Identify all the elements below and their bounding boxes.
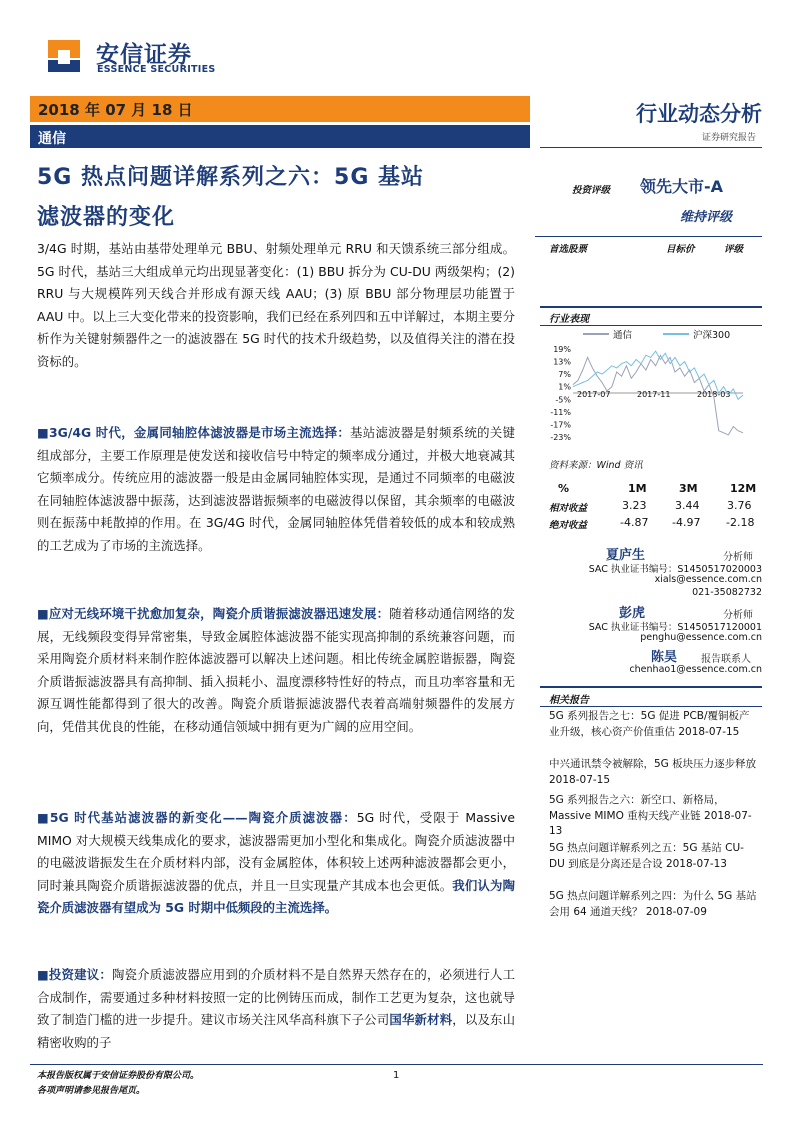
divider	[540, 325, 762, 326]
section-2-title: 应对无线环境干扰愈加复杂，陶瓷介质谐振滤波器迅速发展：	[48, 606, 390, 621]
analyst-name: 陈昊	[651, 650, 678, 665]
bullet-square-icon: ■	[37, 967, 49, 982]
perf-table-header: 1M	[628, 482, 647, 495]
rating-note: 维持评级	[680, 210, 733, 225]
stock-col-header: 首选股票	[549, 244, 588, 255]
x-tick-label: 2018-03	[697, 390, 731, 399]
report-subtype: 证券研究报告	[701, 133, 756, 143]
related-report-link[interactable]: 5G 热点问题详解系列之五：5G 基站 CU-DU 到底是分离还是合设 2018-07-13	[549, 842, 744, 870]
perf-table-header: %	[558, 482, 570, 495]
footer-copyright: 本报告版权属于安信证券股份有限公司。	[37, 1071, 200, 1081]
perf-cell: 3.23	[622, 499, 647, 512]
y-tick-label: -11%	[550, 407, 571, 417]
y-tick-label: 7%	[558, 370, 571, 380]
divider	[540, 686, 762, 688]
perf-row-label: 绝对收益	[549, 520, 588, 531]
industry-performance-chart	[543, 327, 765, 445]
section-4-text: 陶瓷介质滤波器应用到的介质材料不是自然界天然存在的，必须进行人工合成制作，需要通过多种材料按照一定的比例铸压而成，制作工艺更为复杂，这也就导致了制造门槛的进一步提升。建议市场关注风华高科旗下子公司	[37, 967, 515, 1028]
y-tick-label: 13%	[553, 357, 571, 367]
section-1	[37, 422, 515, 558]
section-3	[37, 807, 515, 920]
section-4-company: 国华新材料	[389, 1012, 453, 1028]
report-date: 2018 年 07 月 18 日	[38, 101, 193, 119]
perf-table-header: 3M	[679, 482, 698, 495]
section-2	[37, 603, 515, 739]
section-1-text: 基站滤波器是射频系统的关键组成部分，主要工作原理是使发送和接收信号中特定的频率成分通过，并极大地衰减其它频率成分。传统应用的滤波器一般是由金属同轴腔体实现，是通过不同频率的电磁波在同轴腔体滤波器中振荡，达到滤波器谐振频率的电磁波得以保留，其余频率的电磁波则在振荡中耗散掉的作用。在 3G/4G 时代，金属同轴腔体凭借着较低的成本和较成熟的工艺成为了市场的主流选择。	[37, 425, 515, 553]
bullet-square-icon: ■	[37, 810, 50, 825]
target-price-col-header: 目标价	[666, 244, 695, 255]
section-4-title: 投资建议：	[48, 967, 112, 982]
divider	[535, 236, 762, 237]
brand-name-cn: 安信证券	[96, 42, 192, 68]
perf-cell: -4.87	[620, 516, 649, 529]
analyst-email[interactable]: penghu@essence.com.cn	[640, 632, 762, 643]
divider	[30, 1064, 763, 1065]
perf-table-header: 12M	[730, 482, 757, 495]
section-3-text: 5G 时代，受限于 Massive MIMO 对大规模天线集成化的要求，滤波器需更加小型化和集成化。陶瓷介质滤波器中的电磁波谐振发生在介质材料内部，没有金属腔体，体积较上述两种滤波器都会更小，同时兼具陶瓷介质谐振滤波器的优点，并且一旦实现量产其成本也会更低。	[37, 810, 515, 893]
analyst-role: 分析师	[723, 552, 753, 563]
perf-cell: 3.44	[675, 499, 700, 512]
perf-cell: 3.76	[727, 499, 752, 512]
report-type: 行业动态分析	[636, 102, 762, 126]
divider	[540, 706, 762, 707]
perf-row-label: 相对收益	[549, 503, 588, 514]
section-1-title: 3G/4G 时代，金属同轴腔体滤波器是市场主流选择：	[49, 425, 351, 440]
perf-cell: -4.97	[672, 516, 701, 529]
sector-label: 通信	[38, 131, 66, 147]
chart-source: 资料来源：Wind 资讯	[549, 460, 643, 471]
analyst-email[interactable]: chenhao1@essence.com.cn	[629, 664, 762, 675]
brand-name-en: ESSENCE SECURITIES	[97, 64, 216, 75]
y-tick-label: 1%	[558, 382, 571, 392]
rating-col-header: 评级	[724, 244, 744, 255]
related-title: 相关报告	[549, 695, 589, 706]
analyst-sac: SAC 执业证书编号：S1450517120001	[588, 622, 762, 633]
y-tick-label: -5%	[555, 395, 571, 405]
bullet-square-icon: ■	[37, 425, 50, 440]
brand-logo-icon	[44, 36, 84, 76]
rating-label: 投资评级	[572, 185, 611, 196]
analyst-name: 夏庐生	[606, 548, 646, 563]
section-4-tail: ，以及东山精密收购的子	[37, 1012, 516, 1050]
analyst-name: 彭虎	[619, 606, 646, 621]
sector-bar	[30, 125, 530, 148]
page-title: 5G 热点问题详解系列之六：5G 基站	[37, 165, 425, 190]
analyst-role: 报告联系人	[701, 654, 751, 665]
analyst-role: 分析师	[723, 610, 753, 621]
intro-paragraph: 3/4G 时期，基站由基带处理单元 BBU、射频处理单元 RRU 和天馈系统三部分组成。5G 时代，基站三大组成单元均出现显著变化：(1) BBU 拆分为 CU-DU 两级架构；(2) RRU 与大规模阵列天线合并形成有源天线 AAU；(3) 原 BBU 部分物理层功能置于 AAU 中。以上三大变化带来的投资影响，我们已经在系列四和五中详解过，本期主要分析作为关键射频器件之一的滤波器在 5G 时代的技术升级趋势，以及值得关注的潜在投资标的。	[37, 241, 515, 369]
divider	[540, 306, 762, 308]
related-report-link[interactable]: 中兴通讯禁令被解除，5G 板块压力逐步释放 2018-07-15	[549, 758, 757, 786]
analyst-sac: SAC 执业证书编号：S1450517020003	[588, 564, 762, 575]
rating-value: 领先大市-A	[640, 177, 724, 196]
analyst-phone: 021-35082732	[692, 587, 762, 598]
analyst-email[interactable]: xials@essence.com.cn	[654, 574, 762, 585]
page-number: 1	[393, 1070, 400, 1081]
legend-label: 沪深300	[693, 330, 731, 341]
divider	[540, 147, 762, 148]
section-3-conclusion: 我们认为陶瓷介质滤波器有望成为 5G 时期中低频段的主流选择。	[37, 877, 516, 916]
y-tick-label: -23%	[550, 433, 571, 442]
perf-cell: -2.18	[726, 516, 755, 529]
bullet-square-icon: ■	[37, 606, 49, 621]
related-report-link[interactable]: 5G 系列报告之七：5G 促进 PCB/覆铜板产业升级，核心资产价值重估 2018-07-15	[549, 710, 750, 738]
related-report-link[interactable]: 5G 热点问题详解系列之四：为什么 5G 基站会用 64 通道天线？ 2018-07-09	[549, 890, 757, 918]
section-3-title: 5G 时代基站滤波器的新变化——陶瓷介质滤波器：	[49, 810, 357, 825]
y-tick-label: 19%	[553, 345, 571, 354]
section-2-text: 随着移动通信网络的发展，无线频段变得异常密集，导致金属腔体滤波器不能实现高抑制的系统兼容问题，而采用陶瓷介质材料来制作腔体滤波器可以解决上述问题。相比传统金属腔谐振器，陶瓷介质谐振滤波器具有高抑制、插入损耗小、温度漂移特性好的特点，而且功率容量和无源互调性能都得到了很大的改善。陶瓷介质谐振滤波器代表着高端射频器件的发展方向，凭借其优良的性能，在移动通信领域中拥有更为广阔的应用空间。	[37, 606, 515, 734]
x-tick-label: 2017-07	[577, 390, 611, 399]
x-tick-label: 2017-11	[637, 390, 671, 399]
y-tick-label: -17%	[550, 420, 571, 430]
perf-title: 行业表现	[549, 314, 589, 325]
legend-label: 通信	[613, 330, 633, 341]
page-title-line2: 滤波器的变化	[37, 205, 176, 230]
related-report-link[interactable]: 5G 系列报告之六：新空口、新格局，Massive MIMO 重构天线产业链 2018-07-13	[549, 794, 752, 837]
section-4	[37, 964, 515, 1054]
footer-disclaimer: 各项声明请参见报告尾页。	[37, 1086, 146, 1096]
